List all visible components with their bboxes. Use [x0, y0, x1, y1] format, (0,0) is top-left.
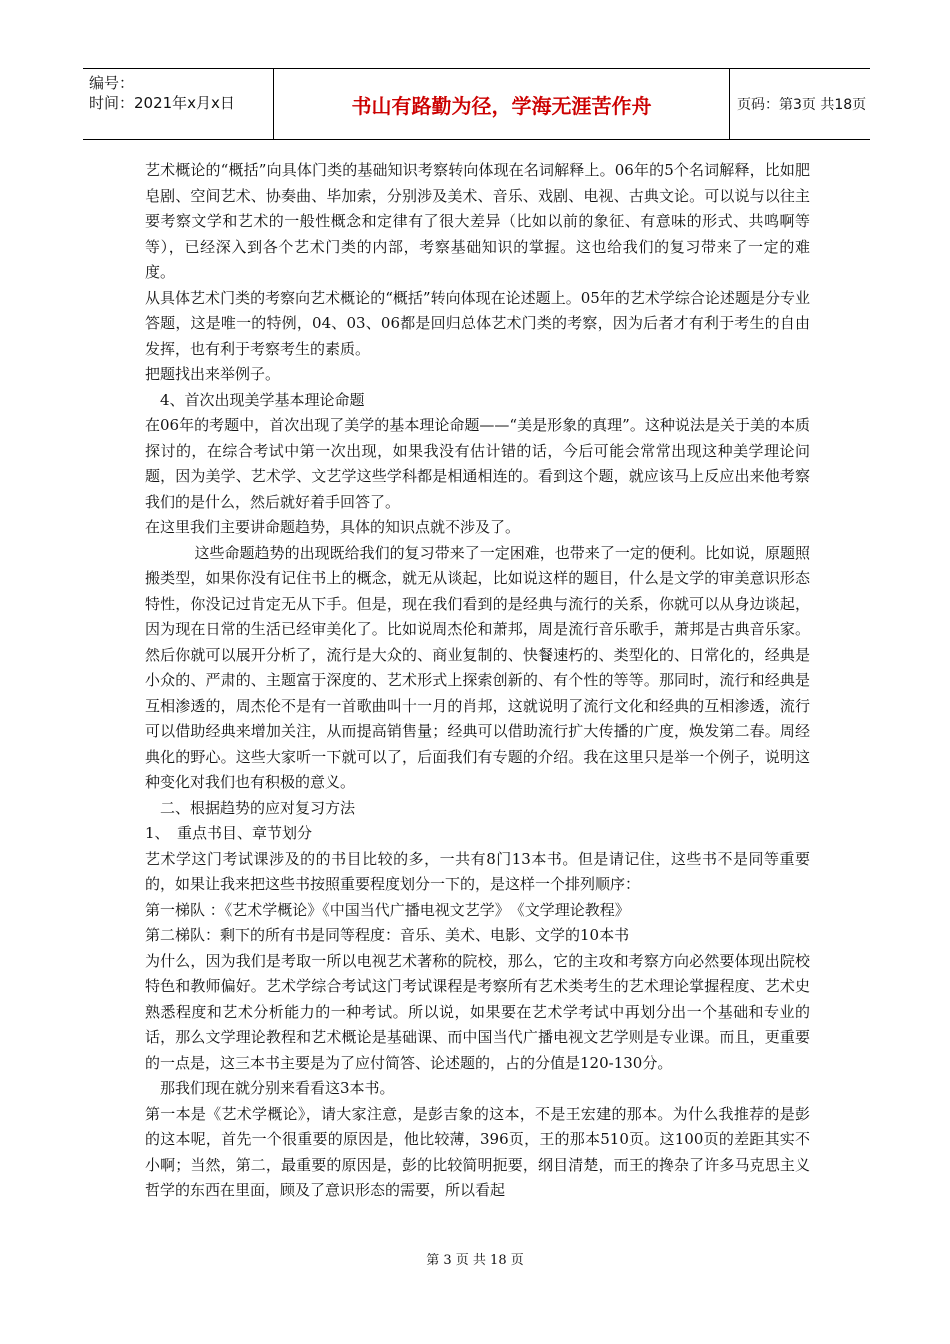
paragraph: 那我们现在就分别来看看这3本书。: [160, 1079, 395, 1097]
header-page-code: 页码：第3页 共18页: [737, 97, 867, 113]
tier-two-list: 第二梯队：剩下的所有书是同等程度：音乐、美术、电影、文学的10本书: [145, 926, 630, 944]
tier-one-list: 第一梯队 ：《艺术学概论》《中国当代广播电视文艺学》 《文学理论教程》: [145, 900, 630, 919]
page-footer: 第 3 页 共 18 页: [426, 1253, 524, 1268]
paragraph: 在这里我们主要讲命题趋势，具体的知识点就不涉及了。: [145, 518, 521, 536]
section-heading: 4、首次出现美学基本理论命题: [160, 390, 365, 409]
header-meta: [89, 73, 269, 113]
header-motto: 书山有路勤为径，学海无涯苦作舟: [351, 93, 652, 118]
paragraph: 艺术概论的“概括”向具体门类的基础知识考察转向体现在名词解释上。06年的5个名词解释，比如肥皂剧、空间艺术、协奏曲、毕加索，分别涉及美术、音乐、戏剧、电视、古典文论。可以说与以往主要考察文学和艺术的一般性概念和定律有了很大差异（比如以前的象征、有意味的形式、共鸣啊等等），已经深入到各个艺术门类的内部，考察基础知识的掌握。这也给我们的复习带来了一定的难度。: [145, 161, 810, 281]
document-date: 时间：2021年x月x日: [89, 94, 235, 112]
subsection-heading: 1、 重点书目、章节划分: [145, 824, 313, 842]
paragraph: 这些命题趋势的出现既给我们的复习带来了一定困难，也带来了一定的便利。比如说，原题照搬类型，如果你没有记住书上的概念，就无从谈起，比如说这样的题目，什么是文学的审美意识形态特性，你没记过肯定无从下手。但是，现在我们看到的是经典与流行的关系，你就可以从身边谈起，因为现在日常的生活已经审美化了。比如说周杰伦和萧邦，周是流行音乐歌手，萧邦是古典音乐家。然后你就可以展开分析了，流行是大众的、商业复制的、快餐速朽的、类型化的、日常化的，经典是小众的、严肃的、主题富于深度的、艺术形式上探索创新的、有个性的等等。那同时，流行和经典是互相渗透的，周杰伦不是有一首歌曲叫十一月的肖邦，这就说明了流行文化和经典的互相渗透，流行可以借助经典来增加关注，从而提高销售量；经典可以借助流行扩大传播的广度，焕发第二春。周经典化的野心。这些大家听一下就可以了，后面我们有专题的介绍。我在这里只是举一个例子，说明这种变化对我们也有积极的意义。: [145, 543, 810, 791]
paragraph: 第一本是《艺术学概论》，请大家注意，是彭吉象的这本，不是王宏建的那本。为什么我推荐的是彭的这本呢，首先一个很重要的原因是，他比较薄，396页，王的那本510页。这100页的差距其实不小啊；当然，第二，最重要的原因是，彭的比较简明扼要，纲目清楚，而王的搀杂了许多马克思主义哲学的东西在里面，顾及了意识形态的需要，所以看起: [145, 1104, 810, 1199]
document-number-label: 编号：: [89, 74, 135, 92]
paragraph: 艺术学这门考试课涉及的的书目比较的多，一共有8门13本书。但是请记住，这些书不是同等重要的，如果让我来把这些书按照重要程度划分一下的，是这样一个排列顺序：: [145, 849, 810, 893]
header-motto-cell: [273, 69, 730, 139]
paragraph: 在06年的考题中，首次出现了美学的基本理论命题——“美是形象的真理”。这种说法是关于美的本质探讨的，在综合考试中第一次出现，如果我没有估计错的话，今后可能会常常出现这种美学理论问题，因为美学、艺术学、文艺学这些学科都是相通相连的。看到这个题，就应该马上反应出来他考察我们的是什么，然后就好着手回答了。: [145, 416, 810, 511]
paragraph: 从具体艺术门类的考察向艺术概论的“概括”转向体现在论述题上。05年的艺术学综合论述题是分专业答题，这是唯一的特例，04、03、06都是回归总体艺术门类的考察，因为后者才有利于考生的自由发挥，也有利于考察考生的素质。: [145, 288, 810, 358]
paragraph: 把题找出来举例子。: [145, 365, 281, 383]
document-body: [145, 158, 810, 1204]
paragraph: 为什么，因为我们是考取一所以电视艺术著称的院校，那么，它的主攻和考察方向必然要体现出院校特色和教师偏好。艺术学综合考试这门考试课程是考察所有艺术类考生的艺术理论掌握程度、艺术史熟悉程度和艺术分析能力的一种考试。所以说，如果要在艺术学考试中再划分出一个基础和专业的话，那么文学理论教程和艺术概论是基础课、而中国当代广播电视文艺学则是专业课。而且，更重要的一点是，这三本书主要是为了应付简答、论述题的，占的分值是120-130分。: [145, 951, 810, 1072]
page-header: [83, 68, 870, 140]
section-heading: 二、根据趋势的应对复习方法: [160, 798, 356, 817]
